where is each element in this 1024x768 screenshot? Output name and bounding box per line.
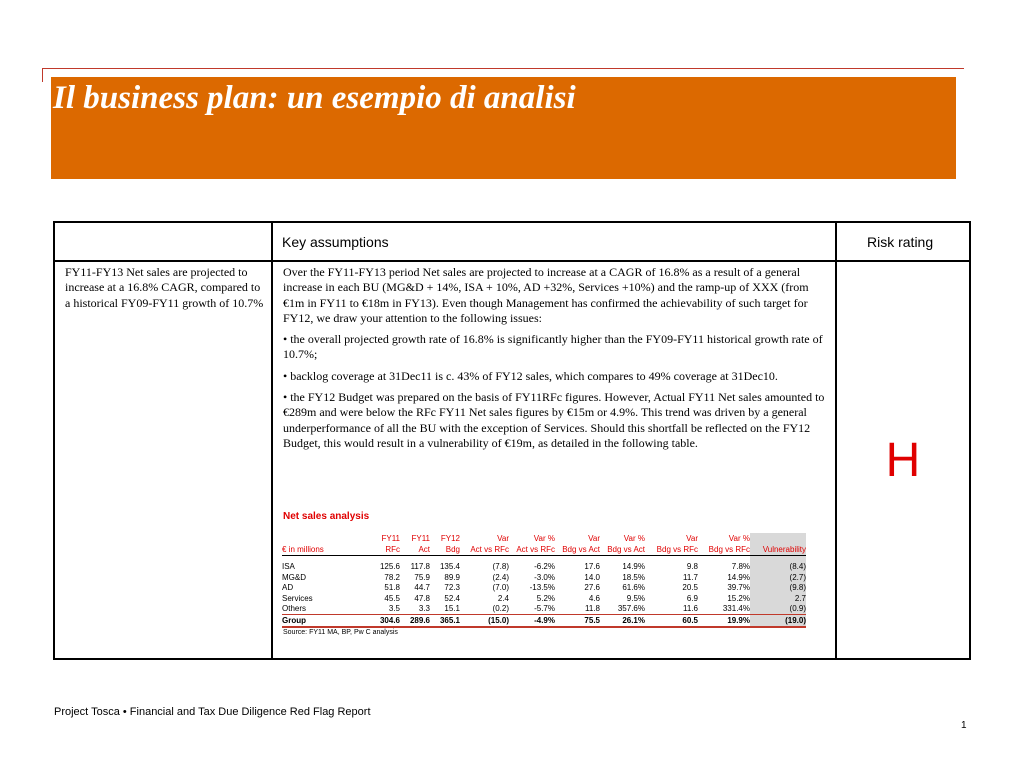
cell: 14.0 <box>584 572 600 582</box>
table-row <box>282 604 806 615</box>
cell: 44.7 <box>414 583 430 593</box>
hdr1-cell: FY11 <box>411 533 430 543</box>
net-sales-header-row-2 <box>282 544 806 556</box>
cell: 11.7 <box>683 572 698 582</box>
cell: 11.6 <box>683 604 698 614</box>
cell: (7.0) <box>492 583 509 593</box>
cell: (7.8) <box>492 562 509 572</box>
hdr2-cell: Bdg vs Act <box>555 544 600 556</box>
paragraph-intro: Over the FY11-FY13 period Net sales are projected to increase at a CAGR of 16.8% as a result of a general increase in each BU (MG&D + 14%, ISA + 10%, AD +32%, Services +10%) and the ramp-up of XXX (from €1m in FY11 to €18m in FY13). Even though Management has confirmed the achievability of such target for FY12, we draw your attention to the following issues: <box>283 265 809 325</box>
cell: 331.4% <box>722 604 750 614</box>
cell: (2.4) <box>492 572 509 582</box>
row-label: Services <box>282 593 313 603</box>
header-key-assumptions: Key assumptions <box>282 234 389 250</box>
hdr2-cell: Bdg <box>430 544 460 556</box>
cell: 3.5 <box>388 604 400 614</box>
cell: (2.7) <box>750 572 806 583</box>
cell: 61.6% <box>622 583 645 593</box>
cell: 18.5% <box>622 572 645 582</box>
hdr1-cell <box>750 533 806 544</box>
cell: 14.9% <box>727 572 750 582</box>
hdr2-cell: Bdg vs Act <box>600 544 645 556</box>
hdr2-cell: Act vs RFc <box>460 544 509 556</box>
cell: -5.7% <box>534 604 555 614</box>
hdr2-cell: Act vs RFc <box>509 544 555 556</box>
cell: 2.7 <box>750 593 806 604</box>
cell: 15.2% <box>727 593 750 603</box>
cell: 14.9% <box>622 562 645 572</box>
table-row <box>282 572 806 583</box>
cell: 7.8% <box>731 562 750 572</box>
cell: (15.0) <box>460 615 509 628</box>
header-risk-rating: Risk rating <box>867 234 934 250</box>
cell: 17.6 <box>584 562 600 572</box>
cell: (8.4) <box>750 562 806 573</box>
cell: (0.9) <box>750 604 806 615</box>
row-label: ISA <box>282 562 295 572</box>
cell: 75.5 <box>555 615 600 628</box>
cell: (19.0) <box>750 615 806 628</box>
row-label: Others <box>282 604 307 614</box>
hdr1-cell: Var <box>588 533 600 543</box>
total-row <box>282 615 806 628</box>
cell: (0.2) <box>492 604 509 614</box>
cell: 3.3 <box>418 604 430 614</box>
net-sales-header-row-1 <box>282 533 806 544</box>
hdr1-cell: Var <box>497 533 509 543</box>
risk-rating-value: H <box>885 434 921 487</box>
cell: 72.3 <box>444 583 460 593</box>
row-label: AD <box>282 583 294 593</box>
hdr2-cell: RFc <box>362 544 400 556</box>
cell: 365.1 <box>430 615 460 628</box>
cell: 289.6 <box>400 615 430 628</box>
cell: 11.8 <box>585 604 600 614</box>
cell: 60.5 <box>645 615 698 628</box>
page-number: 1 <box>961 720 967 731</box>
cell: 45.5 <box>384 593 400 603</box>
cell: 19.9% <box>698 615 750 628</box>
top-rule-tick <box>42 68 43 82</box>
cell: 2.4 <box>497 593 509 603</box>
cell: 117.8 <box>410 562 430 572</box>
net-sales-source: Source: FY11 MA, BP, Pw C analysis <box>283 629 398 636</box>
cell: 125.6 <box>379 562 400 572</box>
cell: -4.9% <box>509 615 555 628</box>
row-label: MG&D <box>282 572 306 582</box>
paragraph-bullet-1: • the overall projected growth rate of 16.8% is significantly higher than the FY09-FY11 historical growth rate of 10.7%; <box>283 332 823 362</box>
hdr2-cell: Bdg vs RFc <box>698 544 750 556</box>
page-title: Il business plan: un esempio di analisi <box>53 80 576 116</box>
net-sales-table <box>282 533 806 628</box>
cell: 9.8 <box>686 562 698 572</box>
cell: 47.8 <box>414 593 430 603</box>
cell: 135.4 <box>439 562 460 572</box>
col-divider-1 <box>271 223 273 658</box>
paragraph-bullet-2: • backlog coverage at 31Dec11 is c. 43% of FY12 sales, which compares to 49% coverage at 31Dec10. <box>283 368 778 383</box>
cell: 78.2 <box>384 572 400 582</box>
row-label: Group <box>282 615 362 628</box>
cell: 51.8 <box>384 583 400 593</box>
assumption-detail <box>283 265 828 457</box>
cell: 6.9 <box>686 593 698 603</box>
cell: 52.4 <box>444 593 460 603</box>
cell: 75.9 <box>414 572 430 582</box>
assumption-summary: FY11-FY13 Net sales are projected to increase at a 16.8% CAGR, compared to a historical FY09-FY11 growth of 10.7% <box>65 265 264 310</box>
hdr1-cell: FY11 <box>381 533 400 543</box>
table-row <box>282 562 806 573</box>
hdr2-cell: Vulnerability <box>750 544 806 556</box>
hdr1-cell: Var <box>686 533 698 543</box>
table-row <box>282 583 806 594</box>
top-rule <box>42 68 964 69</box>
table-row <box>282 593 806 604</box>
hdr1-cell: Var % <box>623 533 645 543</box>
cell: 5.2% <box>536 593 555 603</box>
hdr1-cell: Var % <box>533 533 555 543</box>
hdr2-cell: Bdg vs RFc <box>645 544 698 556</box>
header-col1 <box>55 223 271 261</box>
hdr1-cell: Var % <box>728 533 750 543</box>
cell: 15.1 <box>444 604 460 614</box>
cell: -6.2% <box>534 562 555 572</box>
cell: 20.5 <box>682 583 698 593</box>
hdr2-cell: Act <box>400 544 430 556</box>
cell: -3.0% <box>534 572 555 582</box>
cell: 26.1% <box>600 615 645 628</box>
cell: 27.6 <box>584 583 600 593</box>
cell: 89.9 <box>444 572 460 582</box>
assumptions-table <box>53 221 971 660</box>
cell: -13.5% <box>529 583 555 593</box>
paragraph-bullet-3: • the FY12 Budget was prepared on the basis of FY11RFc figures. However, Actual FY11 Net sales amounted to €289m and were below the RFc FY11 Net sales figures by €15m or 4.9%. This trend was driven by a general underperformance of all the BU with the exception of Services. Should this shortfall be reflected on the FY12 Budget, this would result in a vulnerability of €19m, as detailed in the following table. <box>283 390 825 450</box>
cell: (9.8) <box>750 583 806 594</box>
net-sales-title: Net sales analysis <box>283 511 370 522</box>
cell: 9.5% <box>626 593 645 603</box>
hdr1-cell: FY12 <box>440 533 460 543</box>
cell: 39.7% <box>727 583 750 593</box>
cell: 357.6% <box>617 604 645 614</box>
cell: 4.6 <box>588 593 600 603</box>
hdr2-cell: € in millions <box>282 544 362 556</box>
cell: 304.6 <box>362 615 400 628</box>
footer-text: Project Tosca • Financial and Tax Due Diligence Red Flag Report <box>54 706 371 718</box>
